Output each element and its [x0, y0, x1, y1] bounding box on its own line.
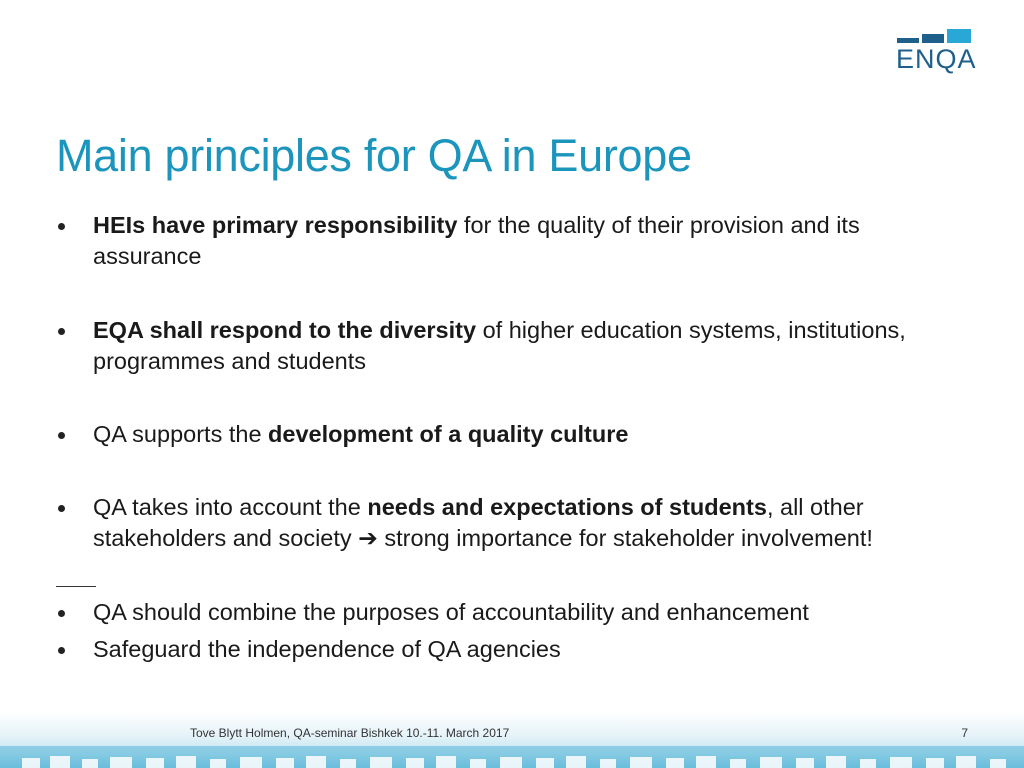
bullet-item	[93, 634, 963, 665]
bullet-item	[93, 315, 963, 377]
bullet-text: QA supports the	[93, 421, 269, 447]
bullet-dot-icon	[58, 647, 65, 654]
bullet-item	[93, 597, 963, 628]
bullet-bold-text: needs and expectations of students	[367, 494, 767, 520]
bullet-dot-icon	[58, 505, 65, 512]
footer-text: Tove Blytt Holmen, QA-seminar Bishkek 10.-11. March 2017	[190, 726, 510, 740]
bullet-text: , all other stakeholders and society ➔ strong importance for stakeholder involvement!	[93, 494, 873, 551]
bullet-dot-icon	[58, 610, 65, 617]
bullet-item	[93, 492, 963, 554]
page-number: 7	[961, 726, 968, 740]
bullet-item	[93, 419, 963, 450]
bullet-bold-text: development of a quality culture	[268, 421, 629, 447]
bullet-dot-icon	[58, 328, 65, 335]
bullet-bold-text: HEIs have primary responsibility	[93, 212, 458, 238]
bullet-dot-icon	[58, 223, 65, 230]
bullet-text: for the quality of their provision and its assurance	[93, 212, 860, 269]
bullet-bold-text: EQA shall respond to the diversity	[93, 317, 477, 343]
separator-line	[56, 586, 96, 587]
footer-band	[0, 712, 1024, 768]
logo-bars-graphic	[897, 29, 971, 43]
bullet-dot-icon	[58, 432, 65, 439]
enqa-logo	[896, 29, 977, 74]
bullet-text: QA takes into account the	[93, 494, 368, 520]
logo-text: ENQA	[896, 44, 977, 74]
bullet-text: QA should combine the purposes of accountability and enhancement	[93, 599, 809, 625]
bullet-text: of higher education systems, institutions, programmes and students	[93, 317, 906, 374]
bullet-item	[93, 210, 963, 272]
bullet-text: Safeguard the independence of QA agencies	[93, 636, 561, 662]
slide-title: Main principles for QA in Europe	[56, 130, 692, 181]
